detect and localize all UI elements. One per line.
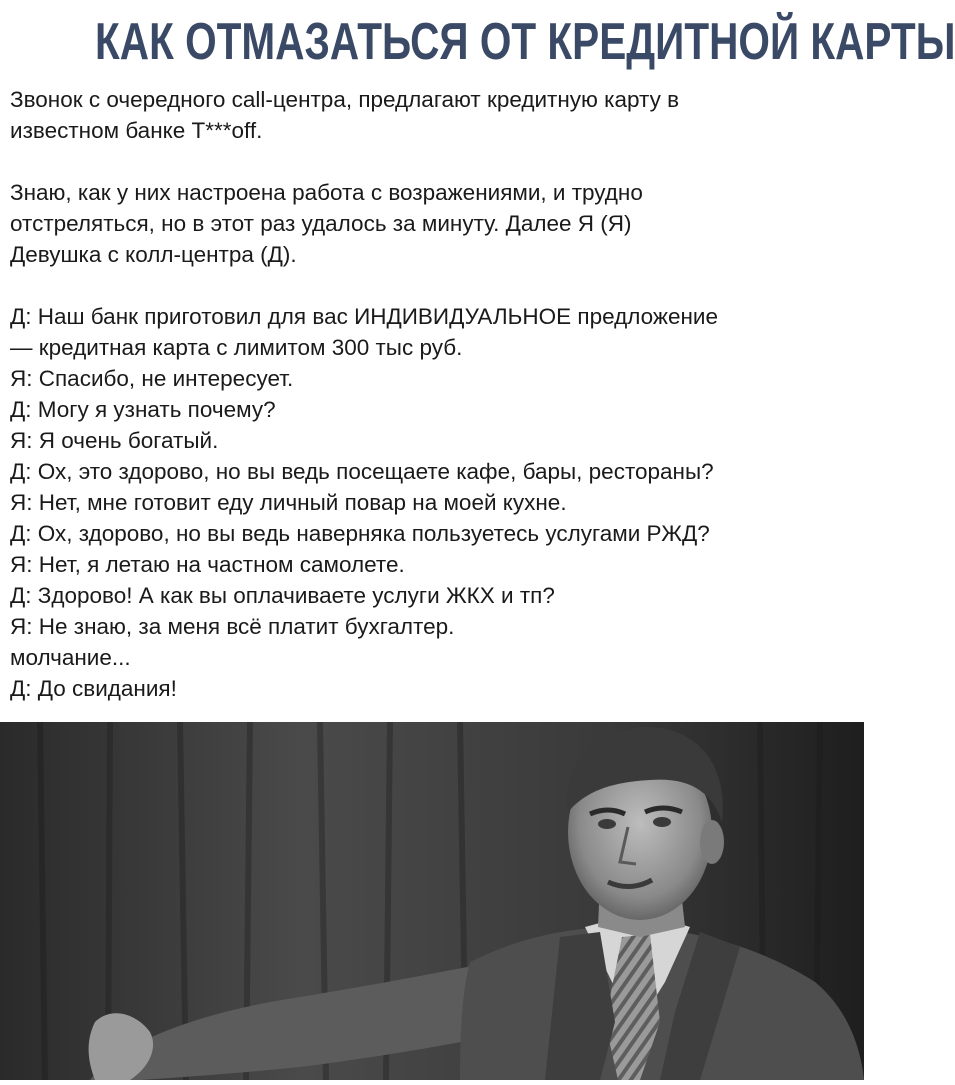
dialogue-line: Я: Я очень богатый. (10, 428, 219, 453)
photo-illustration (0, 722, 864, 1080)
man-on-stage-photo (0, 722, 864, 1080)
dialogue-line: Я: Не знаю, за меня всё платит бухгалтер. (10, 614, 455, 639)
dialogue-line: молчание... (10, 645, 131, 670)
dialogue-line: Д: До свидания! (10, 676, 177, 701)
dialogue-line: Я: Нет, я летаю на частном самолете. (10, 552, 405, 577)
intro-line: Звонок с очередного call-центра, предлагают кредитную карту в (10, 87, 680, 112)
story-text (10, 84, 860, 704)
setup-line: отстреляться, но в этот раз удалось за минуту. Далее Я (Я) (10, 211, 632, 236)
dialogue-line: Д: Ох, это здорово, но вы ведь посещаете кафе, бары, рестораны? (10, 459, 714, 484)
setup-line: Знаю, как у них настроена работа с возражениями, и трудно (10, 180, 643, 205)
dialogue-line: Д: Наш банк приготовил для вас ИНДИВИДУАЛЬНОЕ предложение (10, 304, 718, 329)
dialogue-line: Д: Ох, здорово, но вы ведь наверняка пользуетесь услугами РЖД? (10, 521, 710, 546)
dialogue-line: Я: Спасибо, не интересует. (10, 366, 294, 391)
setup-line: Девушка с колл-центра (Д). (10, 242, 297, 267)
intro-line: известном банке Т***off. (10, 118, 263, 143)
paragraph-gap (10, 146, 860, 177)
dialogue-line: Д: Здорово! А как вы оплачиваете услуги ЖКХ и тп? (10, 583, 555, 608)
page-title: КАК ОТМАЗАТЬСЯ ОТ КРЕДИТНОЙ КАРТЫ (95, 13, 955, 71)
dialogue-line: Д: Могу я узнать почему? (10, 397, 276, 422)
paragraph-gap (10, 270, 860, 301)
dialogue-line: — кредитная карта с лимитом 300 тыс руб. (10, 335, 463, 360)
dialogue-line: Я: Нет, мне готовит еду личный повар на моей кухне. (10, 490, 567, 515)
